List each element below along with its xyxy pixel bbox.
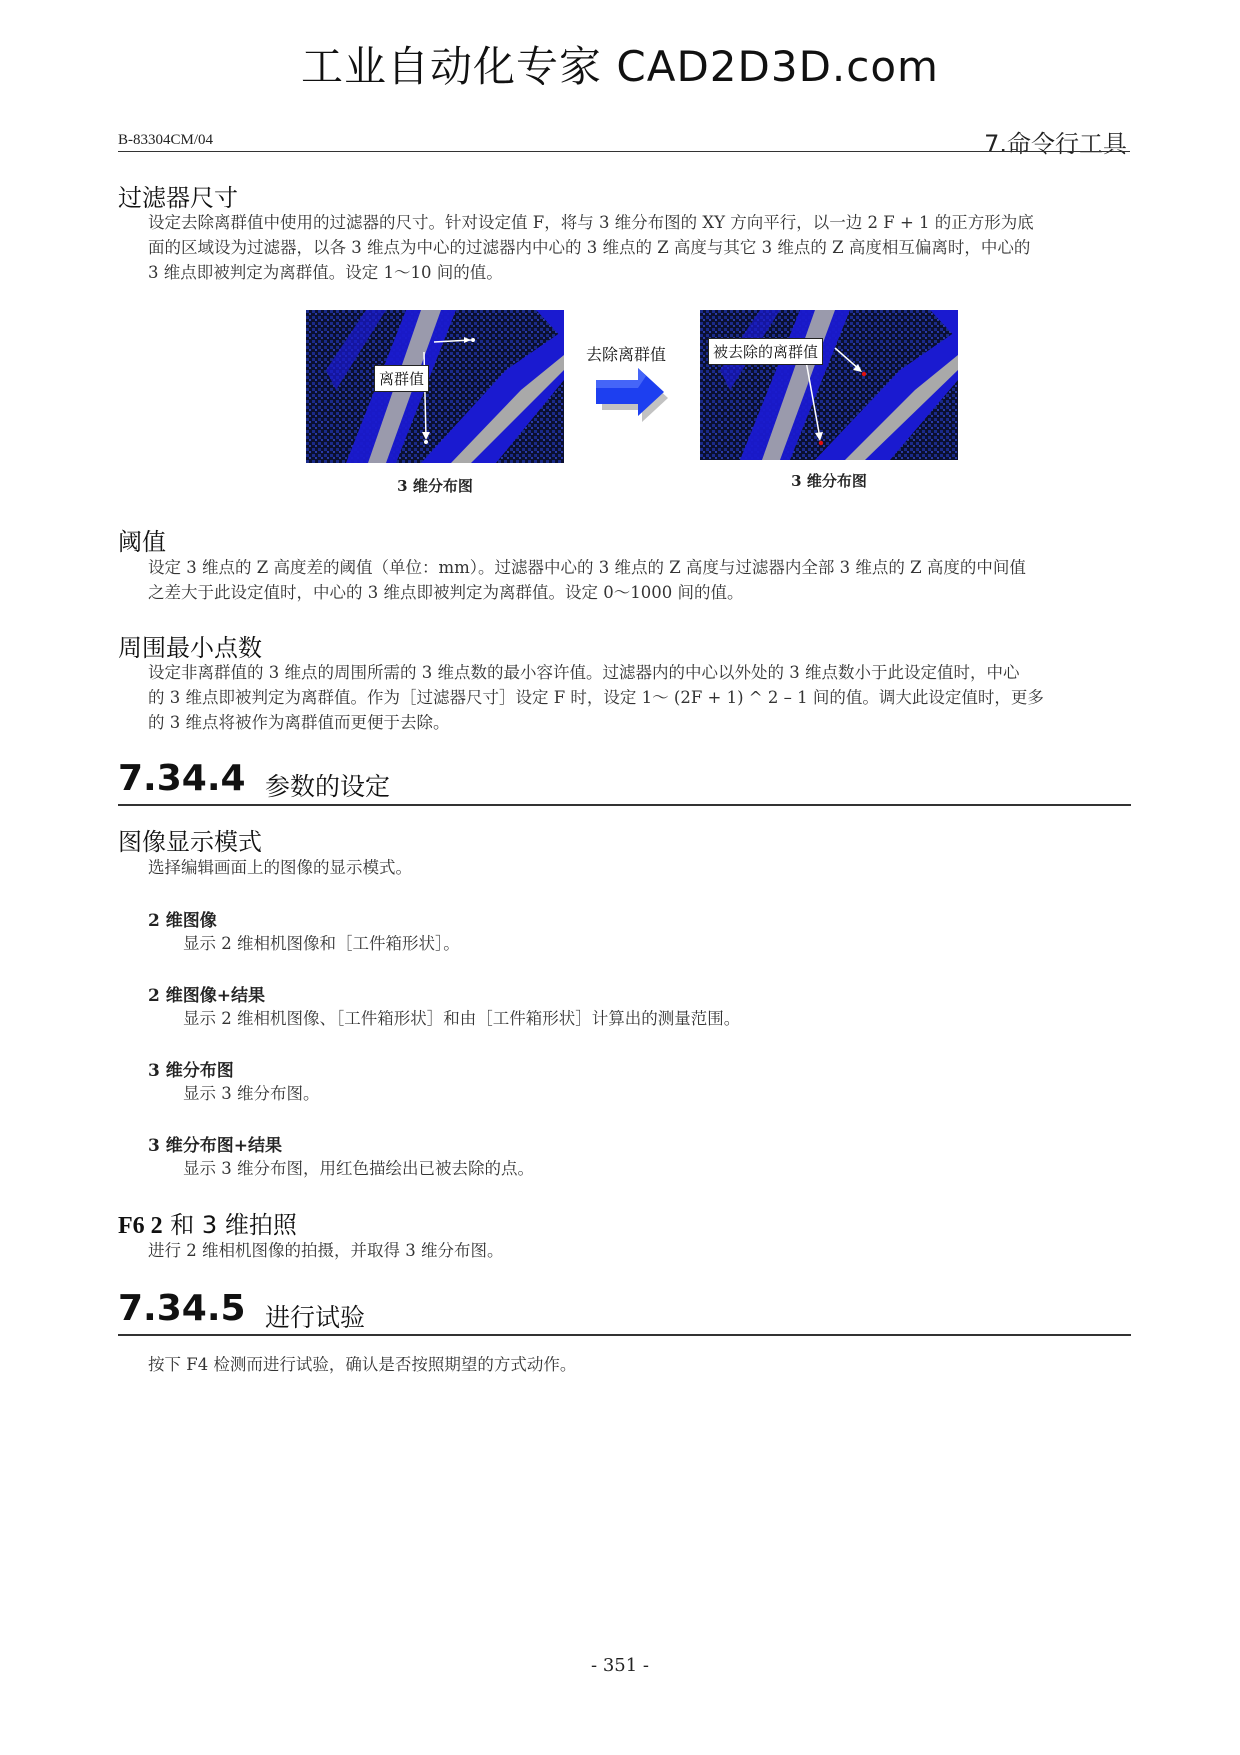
page-number: - 351 - bbox=[591, 1655, 649, 1676]
display-mode-intro: 选择编辑画面上的图像的显示模式。 bbox=[148, 858, 412, 877]
watermark: 工业自动化专家 CAD2D3D.com bbox=[301, 42, 939, 91]
mode-option-description: 显示 2 维相机图像和［工件箱形状］。 bbox=[183, 934, 460, 953]
f6-heading-text: 和 3 维拍照 bbox=[162, 1211, 297, 1239]
mode-option-description: 显示 3 维分布图。 bbox=[183, 1084, 320, 1103]
header-rule bbox=[118, 151, 1130, 152]
paragraph-line: 面的区域设为过滤器，以各 3 维点为中心的过滤器内中心的 3 维点的 Z 高度与其它 3 维点的 Z 高度相互偏离时，中心的 bbox=[148, 238, 1031, 257]
paragraph-line: 3 维点即被判定为离群值。设定 1～10 间的值。 bbox=[148, 263, 503, 282]
left-figure-caption: 3 维分布图 bbox=[397, 477, 473, 495]
mode-option-name: 3 维分布图 bbox=[148, 1061, 234, 1081]
filter-size-description bbox=[148, 210, 1138, 285]
paragraph-line: 设定非离群值的 3 维点的周围所需的 3 维点数的最小容许值。过滤器内的中心以外处的 3 维点数小于此设定值时，中心 bbox=[148, 663, 1020, 682]
removed-outlier-callout: 被去除的离群值 bbox=[708, 338, 823, 365]
mode-option-description: 显示 3 维分布图，用红色描绘出已被去除的点。 bbox=[183, 1159, 534, 1178]
paragraph-line: 之差大于此设定值时，中心的 3 维点即被判定为离群值。设定 0～1000 间的值。 bbox=[148, 583, 744, 602]
mode-option-name: 3 维分布图+结果 bbox=[148, 1136, 282, 1156]
min-points-heading: 周围最小点数 bbox=[118, 634, 262, 662]
document-code: B-83304CM/04 bbox=[118, 132, 214, 148]
filter-size-heading: 过滤器尺寸 bbox=[118, 184, 238, 212]
mode-option-name: 2 维图像+结果 bbox=[148, 986, 265, 1006]
mode-option-description: 显示 2 维相机图像、［工件箱形状］和由［工件箱形状］计算出的测量范围。 bbox=[183, 1009, 741, 1028]
section-number: 7.34.5 bbox=[118, 1288, 246, 1329]
f6-key: F6 2 bbox=[118, 1213, 163, 1239]
section-number: 7.34.4 bbox=[118, 758, 246, 799]
paragraph-line: 设定 3 维点的 Z 高度差的阈值（单位：mm）。过滤器中心的 3 维点的 Z 高度与过滤器内全部 3 维点的 Z 高度的中间值 bbox=[148, 558, 1026, 577]
paragraph-line: 设定去除离群值中使用的过滤器的尺寸。针对设定值 F，将与 3 维分布图的 XY 方向平行，以一边 2 F + 1 的正方形为底 bbox=[148, 213, 1034, 232]
section-title: 参数的设定 bbox=[265, 772, 391, 801]
section-rule bbox=[118, 804, 1131, 806]
threshold-heading: 阈值 bbox=[118, 528, 166, 556]
display-mode-heading: 图像显示模式 bbox=[118, 828, 262, 856]
section-rule bbox=[118, 1334, 1131, 1336]
test-description: 按下 F4 检测而进行试验，确认是否按照期望的方式动作。 bbox=[148, 1355, 577, 1374]
paragraph-line: 的 3 维点即被判定为离群值。作为［过滤器尺寸］设定 F 时，设定 1～ (2F + 1) ^ 2 – 1 间的值。调大此设定值时，更多 bbox=[148, 688, 1044, 707]
chapter-title: 7.命令行工具 bbox=[984, 130, 1127, 158]
outlier-callout: 离群值 bbox=[374, 365, 429, 392]
threshold-description bbox=[148, 555, 1138, 605]
paragraph-line: 的 3 维点将被作为离群值而更便于去除。 bbox=[148, 713, 450, 732]
mode-option-name: 2 维图像 bbox=[148, 911, 217, 931]
point-cloud-before-image bbox=[306, 310, 564, 463]
section-title: 进行试验 bbox=[265, 1303, 366, 1332]
right-figure-caption: 3 维分布图 bbox=[791, 472, 867, 490]
right-arrow-icon bbox=[596, 368, 676, 422]
f6-description: 进行 2 维相机图像的拍摄，并取得 3 维分布图。 bbox=[148, 1241, 504, 1260]
f6-heading bbox=[118, 1205, 297, 1240]
min-points-description bbox=[148, 660, 1138, 735]
point-cloud-after-image bbox=[700, 310, 958, 460]
remove-outliers-label: 去除离群值 bbox=[586, 345, 667, 364]
